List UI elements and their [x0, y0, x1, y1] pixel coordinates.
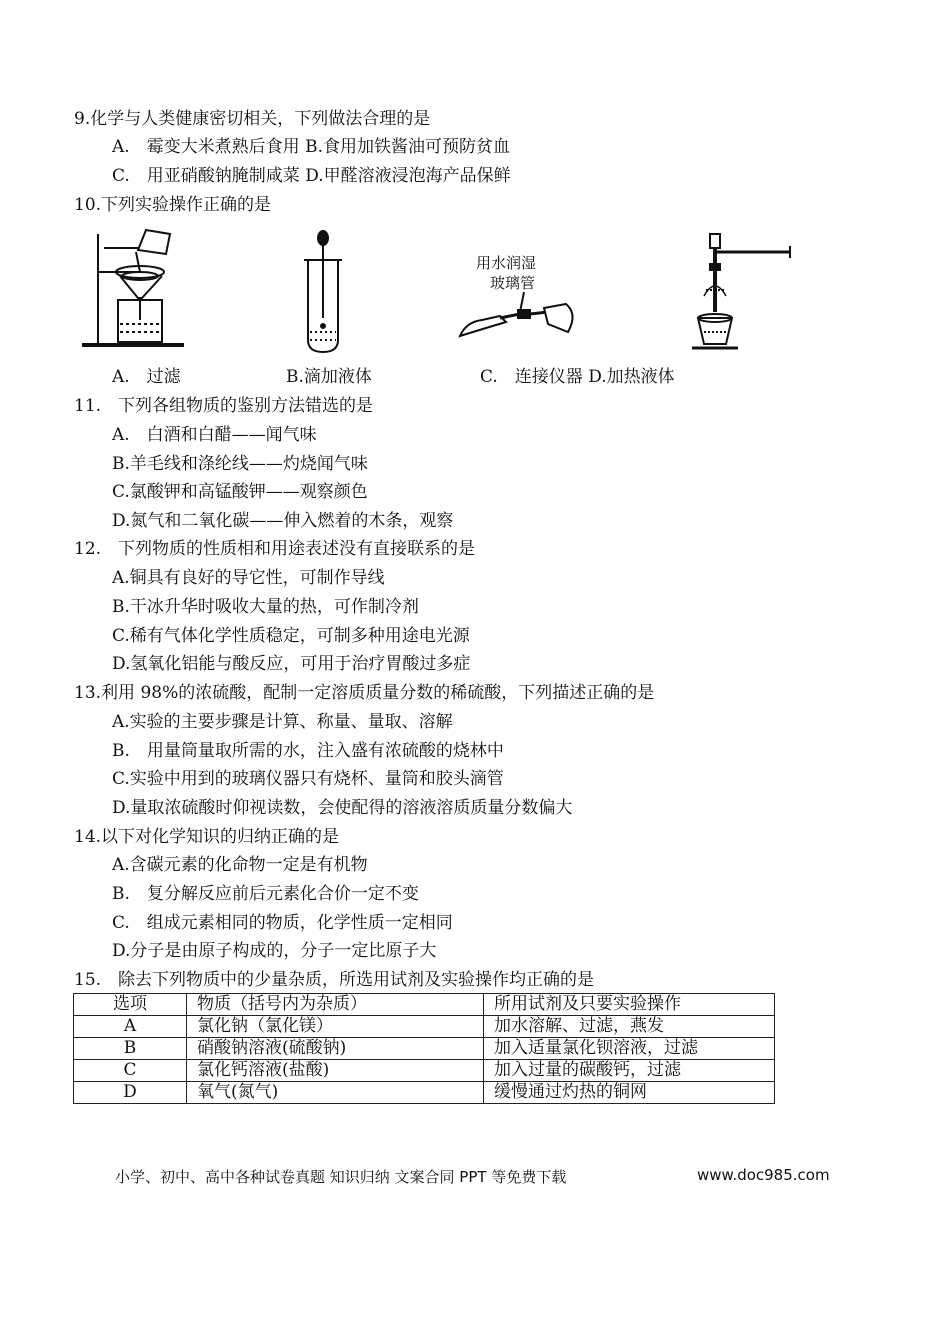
q15-table [73, 993, 775, 1104]
q10-label-b: B.滴加液体 [286, 367, 372, 387]
table-cell: 硝酸钠溶液(硫酸钠) [187, 1038, 484, 1060]
q9-options-cd: C. 用亚硝酸钠腌制咸菜 D.甲醛溶液浸泡海产品保鲜 [112, 166, 511, 186]
footer [115, 1166, 830, 1187]
table-header: 物质（括号内为杂质） [187, 994, 484, 1016]
table-cell: D [74, 1082, 187, 1104]
footer-text: 小学、初中、高中各种试卷真题 知识归纳 文案合同 PPT 等免费下载 [115, 1168, 567, 1186]
table-cell: A [74, 1016, 187, 1038]
q10-label-a: A. 过滤 [112, 367, 181, 387]
table-header: 所用试剂及只要实验操作 [484, 994, 775, 1016]
table-cell: C [74, 1060, 187, 1082]
q14-option-b: B. 复分解反应前后元素化合价一定不变 [112, 884, 419, 904]
heating-liquid-figure [690, 232, 800, 358]
q11-stem: 11. 下列各组物质的鉴别方法错选的是 [74, 396, 374, 416]
q13-option-b: B. 用量筒量取所需的水，注入盛有浓硫酸的烧林中 [112, 741, 504, 761]
footer-url[interactable]: www.doc985.com [697, 1166, 830, 1184]
q11-option-d: D.氮气和二氧化碳——伸入燃着的木条，观察 [112, 511, 454, 531]
connecting-apparatus-figure [456, 228, 582, 348]
q14-option-c: C. 组成元素相同的物质，化学性质一定相同 [112, 913, 453, 933]
table-row [74, 1060, 775, 1082]
table-row [74, 1038, 775, 1060]
fig-c-text-2: 玻璃管 [490, 274, 536, 292]
dropping-liquid-figure [298, 228, 348, 354]
table-header: 选项 [74, 994, 187, 1016]
table-cell: 加入适量氯化钡溶液，过滤 [484, 1038, 775, 1060]
q12-option-d: D.氢氧化铝能与酸反应，可用于治疗胃酸过多症 [112, 654, 471, 674]
q13-option-d: D.量取浓硫酸时仰视读数，会使配得的溶液溶质质量分数偏大 [112, 798, 573, 818]
q9-options-ab: A. 霉变大米煮熟后食用 B.食用加铁酱油可预防贫血 [112, 137, 510, 157]
q12-stem: 12. 下列物质的性质相和用途表述没有直接联系的是 [74, 539, 476, 559]
q11-option-c: C.氯酸钾和高锰酸钾——观察颜色 [112, 482, 368, 502]
filtration-figure [80, 228, 190, 350]
q15-stem: 15. 除去下列物质中的少量杂质，所选用试剂及实验操作均正确的是 [74, 970, 595, 990]
table-cell: B [74, 1038, 187, 1060]
table-cell: 加水溶解、过滤，燕发 [484, 1016, 775, 1038]
q14-option-d: D.分子是由原子构成的，分子一定比原子大 [112, 941, 437, 961]
q11-option-b: B.羊毛线和涤纶线——灼烧闻气味 [112, 454, 368, 474]
table-cell: 加入过量的碳酸钙，过滤 [484, 1060, 775, 1082]
q14-stem: 14.以下对化学知识的归纳正确的是 [74, 827, 340, 847]
q12-option-a: A.铜具有良好的导它性，可制作导线 [112, 568, 385, 588]
q12-option-b: B.干冰升华时吸收大量的热，可作制冷剂 [112, 597, 419, 617]
q10-stem: 10.下列实验操作正确的是 [74, 195, 272, 215]
table-row [74, 1016, 775, 1038]
q10-label-cd: C. 连接仪器 D.加热液体 [480, 367, 675, 387]
table-row [74, 1082, 775, 1104]
q9-stem: 9.化学与人类健康密切相关，下列做法合理的是 [74, 109, 431, 129]
q13-stem: 13.利用 98%的浓硫酸，配制一定溶质质量分数的稀硫酸，下列描述正确的是 [74, 683, 655, 703]
table-header-row [74, 994, 775, 1016]
table-cell: 氯化钠（氯化镁） [187, 1016, 484, 1038]
q14-option-a: A.含碳元素的化命物一定是有机物 [112, 855, 368, 875]
table-cell: 缓慢通过灼热的铜网 [484, 1082, 775, 1104]
fig-c-text-1: 用水润湿 [476, 254, 537, 272]
q13-option-a: A.实验的主要步骤是计算、称量、量取、溶解 [112, 712, 453, 732]
q11-option-a: A. 白酒和白醋——闻气味 [112, 425, 317, 445]
table-cell: 氧气(氮气) [187, 1082, 484, 1104]
q13-option-c: C.实验中用到的玻璃仪器只有烧杯、量筒和胶头滴管 [112, 769, 504, 789]
q12-option-c: C.稀有气体化学性质稳定，可制多种用途电光源 [112, 626, 470, 646]
table-cell: 氯化钙溶液(盐酸) [187, 1060, 484, 1082]
